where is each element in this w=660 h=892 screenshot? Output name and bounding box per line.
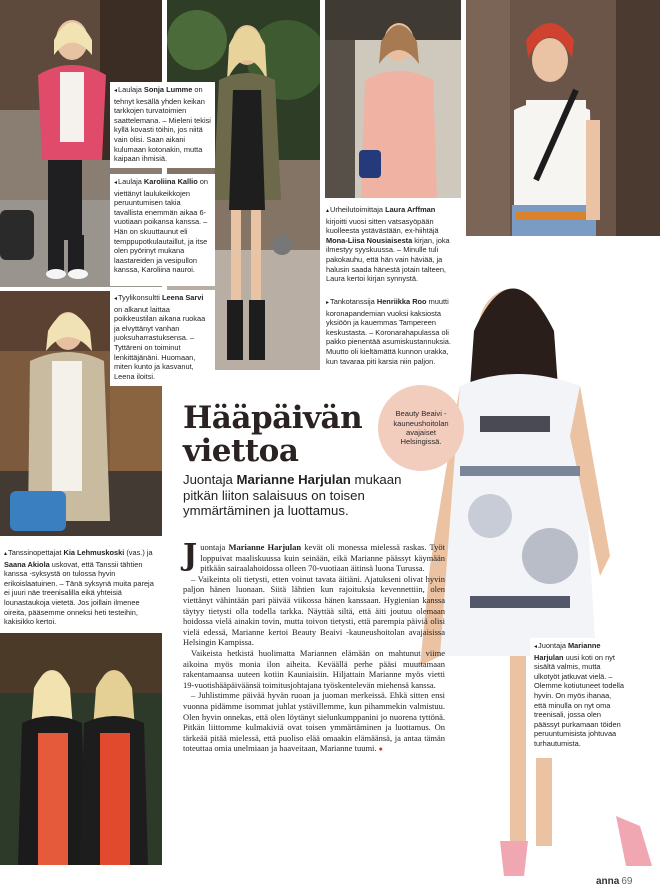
- end-mark-icon: ●: [378, 745, 383, 754]
- page-number: 69: [621, 876, 633, 887]
- body-paragraph: Juontaja Marianne Harjulan kevät oli monessa mielessä raskas. Työt loppuivat maaliskuussa kuin seinään, eikä Marianne päässyt käymään pitkään sairaalahoidossa olleen 70-vuotiaan äitinsä luona Turussa.: [183, 538, 445, 574]
- caption-marianne-harjulan: ◂Juontaja Marianne Harjulan uusi koti on nyt sisältä valmis, mutta ulkotyöt jatkuvat vielä. – Olemme kotiutuneet todella hyvin. On myös ihanaa, että minulla on nyt oma treenisali, jossa olen päässyt purkamaan töiden peruuntumisista johtuvaa turhautumista.: [530, 638, 628, 758]
- arrow-right-icon: ▸: [326, 300, 330, 306]
- arrow-up-icon: ▴: [4, 551, 8, 557]
- arrow-up-icon: ▴: [326, 208, 330, 214]
- page-footer: [596, 876, 632, 887]
- article-headline: Hääpäivän viettoa: [183, 400, 363, 469]
- article-body: [183, 538, 445, 755]
- body-paragraph: Vaikeista hetkistä huolimatta Mariannen elämään on mahtunut viime aikoina myös monia ilon aiheita. Keväällä perhe pääsi muuttamaan rakentamaansa uuteen kotiin Kauniaisiin. Hiljattain Marianne myös vietti 19-vuotishääpäiväänsä toimitusjohtajana työskentelevän miehensä kanssa.: [183, 647, 445, 690]
- event-badge: Beauty Beaivi -kauneushoitolan avajaiset Helsingissä.: [378, 385, 464, 471]
- magazine-name: anna: [596, 876, 620, 887]
- caption-kia-saana: ▴Tanssinopettajat Kia Lehmuskoski (vas.) ja Saana Akiola uskovat, että Tanssii tähtien kanssa -syksystä on tulossa hyvin erikoislaatuinen. – Tänä syksynä muita pareja ei juuri näe treenisalilla eikä yhteisiä lounastaukoja vietetä. Jos joillain ilmenee oireita, pääsemme onneksi heti testeihin, kakisikko kertoi.: [0, 545, 162, 629]
- arrow-left-icon: ◂: [114, 88, 118, 94]
- arrow-left-icon: ◂: [534, 644, 538, 650]
- arrow-left-icon: ◂: [114, 296, 118, 302]
- caption-sonja-lumme: ◂Laulaja Sonja Lumme on tehnyt kesällä yhden keikan tarkkojen turvatoimien saattelemana. – Mieleni tekisi kyllä kovasti töihin, jos niitä vain olisi. Saan aikani kulumaan kotonakin, mutta kaipaan ihmisiä.: [110, 82, 215, 168]
- photo-kia-saana: [0, 633, 162, 865]
- drop-cap: J: [183, 538, 198, 573]
- caption-henriikka-roo: ▸Tankotanssija Henriikka Roo muutti koronapandemian vuoksi kaksiosta yksiöön ja kauemmas Tampereen keskustasta. – Koronarahapulassa oli pakko pienentää asumiskustannuksia. Muutto oli kieltämättä kunnon urakka, kun tavaraa piti karsia niin paljon.: [322, 294, 460, 378]
- article-deck: Juontaja Marianne Harjulan mukaan pitkän liiton salaisuus on toisen ymmärtäminen ja luottamus.: [183, 472, 402, 519]
- caption-leena-sarvi: ◂Tyylikonsultti Leena Sarvi on alkanut laittaa poikkeustilan aikana ruokaa ja elvyttänyt vanhan juoksuharrastuksensa. – Tyttäreni on toiminut lenkittäjänäni. Huomaan, miten kunto ja kasvanut, Leena iloitsi.: [110, 290, 215, 386]
- caption-karoliina-kallio: ◂Laulaja Karoliina Kallio on viettänyt laulukeikkojen peruuntumisen takia tavallista enemmän aikaa 6-vuotiaan poikansa kanssa. – Hän on skuuttaunut eli temppupotkulautaillut, ja itse olen pyörinyt mukana laastareiden ja vesipullon kanssa, Karoliina nauroi.: [110, 174, 215, 286]
- body-paragraph: – Juhlistimme päivää hyvän ruoan ja juoman merkeissä. Ehkä sitten ensi vuonna pidämme isommat juhlat ystävillemme, kun pihammekin valmistuu. Olen hyvin onnekas, että olen löytänyt sielunkumppanini jo nuorena tyttönä. Pitkän liittomme kulmakiviä ovat toisen ymmärtäminen ja luottamus. On tärkeää pitää mielessä, että puoliso elää omaakin elämäänsä, ja antaa tämän toteuttaa omia unelmiaan ja haaveitaan, Marianne tuumi. ●: [183, 690, 445, 754]
- arrow-left-icon: ◂: [114, 180, 118, 186]
- photo-laura-arffman: [325, 0, 461, 198]
- caption-laura-arffman: ▴Urheilutoimittaja Laura Arffman kirjoitti vuosi sitten vatsasyöpään kuolleesta ystävästään, ex-hiihtäjä Mona-Liisa Nousiaisesta kirjan, joka ilmestyy syyskuussa. – Minulle tuli pakokauhu, että hän vain häviää, ja halusin saada hänestä jotain talteen, Laura kertoi kirjan synnystä.: [322, 202, 460, 288]
- body-paragraph: – Vaikeinta oli tietysti, etten voinut tavata äitiäni. Ajatukseni olivat hyvin paljon hänen luonaan. Siitä lähtien kun rajoituksia kevennettiin, olen viettänyt vähintään pari päivää viikossa hänen kanssaan. Hygienian kanssa täytyy tietysti olla todella tarkka. Näyttää siltä, että äiti joutuu olemaan hoidossa vielä ainakin tovin, mutta toivon tietysti, että parempia päiviä olisi vielä edessä, Marianne kertoi Beauty Beaivi -kauneushoitolan avajaisissa Helsingin Kampissa.: [183, 573, 445, 648]
